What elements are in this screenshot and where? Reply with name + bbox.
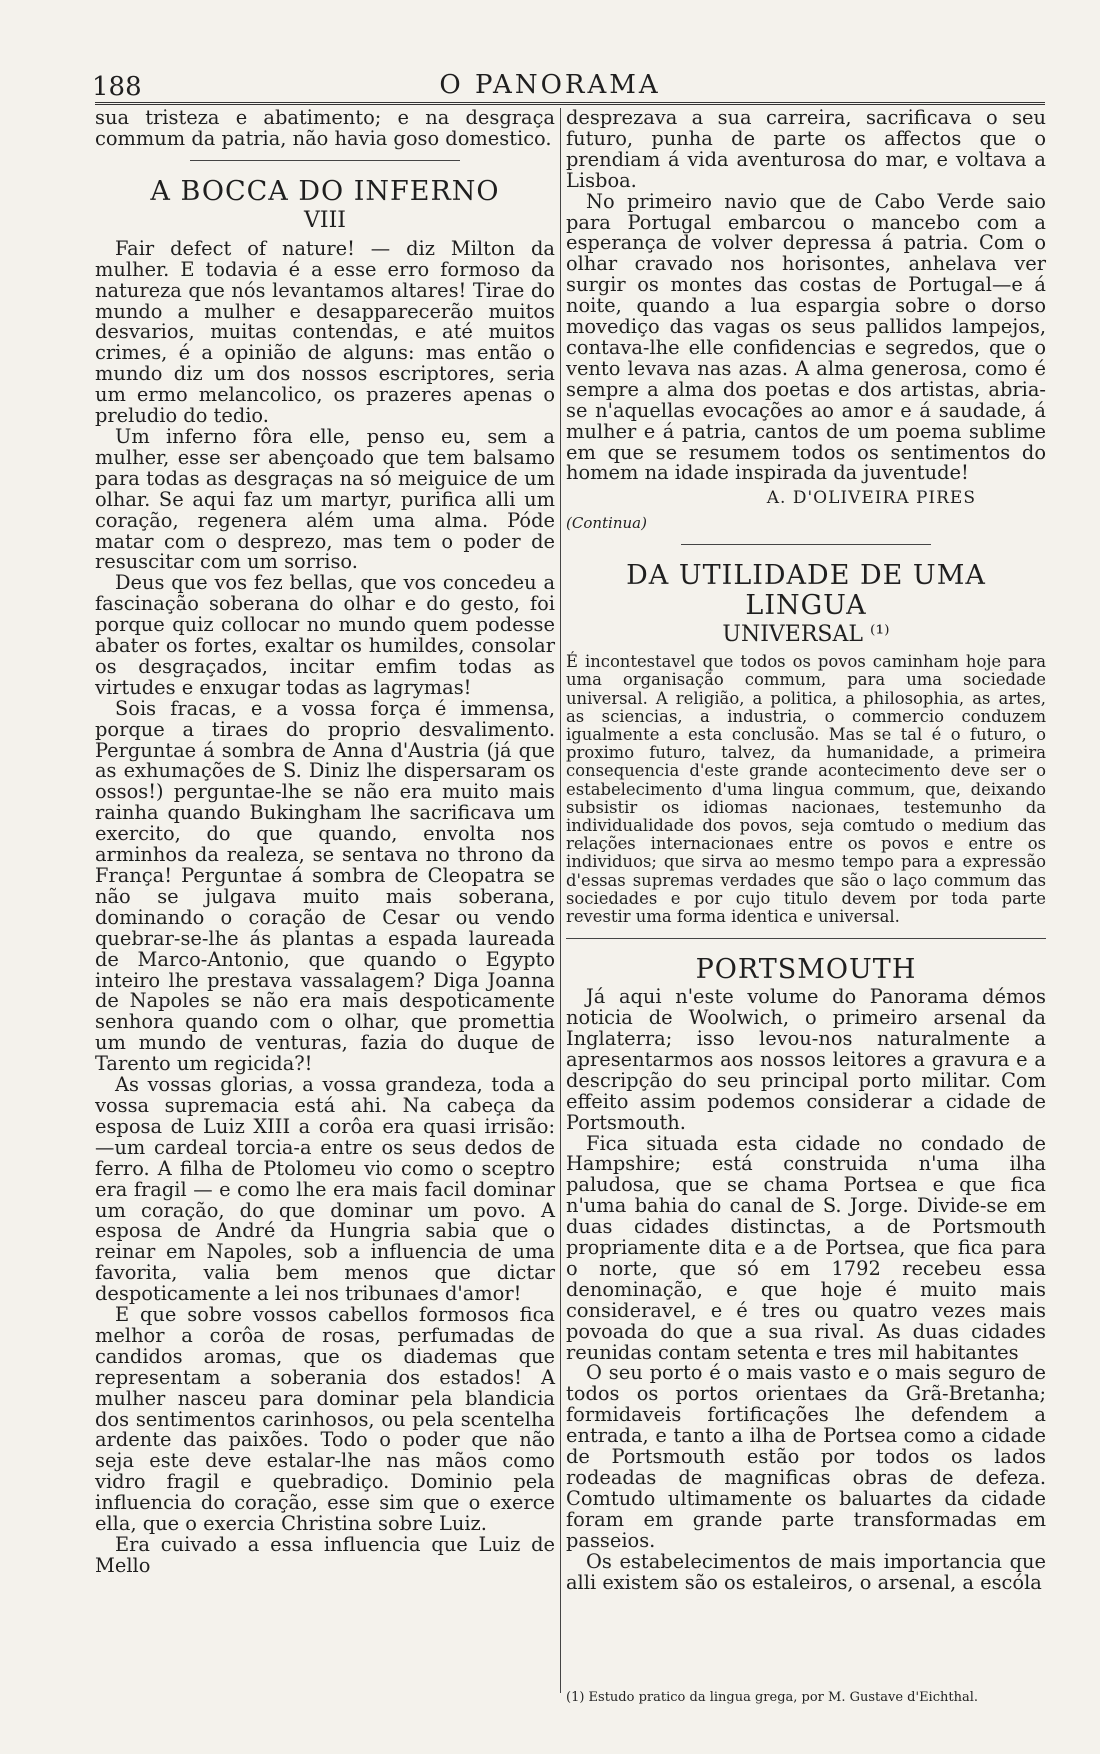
paragraph: E que sobre vossos cabellos formosos fica melhor a corôa de rosas, perfumadas de candidos aromas, que os diademas que representam a soberania dos estados! A mulher nasceu para dominar pela blandicia dos sentimentos carinhosos, ou pela scentelha ardente das paixões. Todo o poder que não seja este deve estalar-lhe nas mãos como vidro fragil e quebradiço. Dominio pela influencia do coração, esse sim que o exerce ella, que o exercia Christina sobre Luiz. xyxy=(95,1303,555,1536)
section-rule xyxy=(190,160,460,161)
section-title: A BOCCA DO INFERNO xyxy=(150,175,500,207)
footnote: (1) Estudo pratico da lingua grega, por M. Gustave d'Eichthal. xyxy=(566,1690,979,1705)
header-rule xyxy=(95,102,1045,105)
paragraph: As vossas glorias, a vossa grandeza, toda a vossa supremacia está ahi. Na cabeça da esposa de Luiz XIII a corôa era quasi irrisão:—um cardeal torcia-a entre os seus dedos de ferro. A filha de Ptolomeu vio como o sceptro era fragil — e como lhe era mais facil dominar um coração, do que dominar um povo. A esposa de André da Hungria sabia que o reinar em Napoles, sob a influencia de uma favorita, valia bem menos que dictar despoticamente a lei nos tribunaes d'amor! xyxy=(95,1073,555,1306)
paragraph: O seu porto é o mais vasto e o mais seguro de todos os portos orientaes da Grã-Bretanha; formidaveis fortificações lhe defendem a entrada, e tanto a ilha de Portsea como a cidade de Portsmouth estão por todos os lados rodeadas de magnificas obras de defeza. Comtudo ultimamente os baluartes da cidade foram em grande parte transformadas em passeios. xyxy=(566,1361,1046,1552)
section-number: VIII xyxy=(304,207,346,233)
section-rule xyxy=(566,938,1046,939)
paragraph: desprezava a sua carreira, sacrificava o seu futuro, punha de parte os affectos que o prendiam á vida aventurosa do mar, e voltava a Lisboa. xyxy=(566,106,1046,192)
small-text-block xyxy=(566,653,1046,926)
running-head: O PANORAMA xyxy=(439,70,661,100)
paragraph: Fica situada esta cidade no condado de Hampshire; está construida n'uma ilha paludosa, que se chama Portsea e que fica n'uma bahia do canal de S. Jorge. Divide-se em duas cidades distinctas, a de Portsmouth propriamente dita e a de Portsea, que fica para o norte, que só em 1792 recebeu essa denominação, e que hoje é muito mais consideravel, e é tres ou quatro vezes mais povoada do que a sua rival. As duas cidades reunidas contam setenta e tres mil habitantes xyxy=(566,1131,1046,1364)
paragraph: Já aqui n'este volume do Panorama démos noticia de Woolwich, o primeiro arsenal da Inglaterra; isso levou-nos naturalmente a apresentarmos aos nossos leitores a gravura e a descripção do seu principal porto militar. Com effeito assim podemos considerar a cidade de Portsmouth. xyxy=(566,985,1046,1134)
right-column xyxy=(566,108,1046,1593)
paragraph: Um inferno fôra elle, penso eu, sem a mulher, esse ser abençoado que tem balsamo para todas as desgraças na só meiguice de um olhar. Se aqui faz um martyr, purifica alli um coração, regenera além uma alma. Póde matar com o desprezo, mas tem o poder de resuscitar com um sorriso. xyxy=(95,424,555,574)
paragraph: Era cuivado a essa influencia que Luiz de Mello xyxy=(95,1533,555,1577)
page-number: 188 xyxy=(92,72,142,102)
intro-paragraph: sua tristeza e abatimento; e na desgraça commum da patria, não havia goso domestico. xyxy=(95,106,555,150)
section-title: DA UTILIDADE DE UMA LINGUA xyxy=(626,560,986,622)
section-rule xyxy=(681,544,931,545)
section-title-line2: UNIVERSAL ⁽¹⁾ xyxy=(722,622,890,648)
paragraph: Deus que vos fez bellas, que vos concedeu a fascinação soberana do olhar e do gesto, foi porque quiz collocar no mundo quem podesse abater os fortes, exaltar os humildes, consolar os desgraçados, incitar emfim todas as virtudes e enxugar todas as lagrymas! xyxy=(95,571,555,699)
section-title: PORTSMOUTH xyxy=(695,954,917,986)
paragraph: É incontestavel que todos os povos caminham hoje para uma organisação commum, para uma sociedade universal. A religião, a politica, a philosophia, as artes, as sciencias, a industria, o commercio conduzem igualmente a esta conclusão. Mas se tal é o futuro, o proximo futuro, talvez, da humanidade, a primeira consequencia d'este grande acontecimento deve ser o estabelecimento d'uma lingua commum, que, deixando subsistir os idiomas nacionaes, testemunho da individualidade dos povos, seja comtudo o medium das relações internacionaes entre os povos e entre os individuos; que sirva ao mesmo tempo para a expressão d'essas supremas verdades que são o laço commum das sociedades e por cujo titulo devem por toda parte revestir uma forma identica e universal. xyxy=(566,652,1046,926)
paragraph: Sois fracas, e a vossa força é immensa, porque a tiraes do proprio desvalimento. Perguntae á sombra de Anna d'Austria (já que as exhumações de S. Diniz lhe dispersaram os ossos!) perguntae-lhe se não era muito mais rainha quando Bukingham lhe sacrificava um exercito, do que quando, envolta nos arminhos da realeza, se sentava no throno da França! Perguntae á sombra de Cleopatra se não se julgava muito mais soberana, dominando o coração de Cesar ou vendo quebrar-se-lhe ás plantas a espada laureada de Marco-Antonio, que quando o Egypto inteiro lhe prestava vassalagem? Diga Joanna de Napoles se não era mais despoticamente senhora quando com o olhar, que promettia um mundo de venturas, fazia do duque de Tarento um regicida?! xyxy=(95,696,555,1076)
left-column xyxy=(95,108,555,1577)
continua-note: (Continua) xyxy=(566,514,647,533)
paragraph: No primeiro navio que de Cabo Verde saio para Portugal embarcou o mancebo com a esperança de volver depressa á patria. Com o olhar cravado nos horisontes, anhelava ver surgir os montes das costas de Portugal—e á noite, quando a lua espargia sobre o dorso movediço das vagas os seus pallidos lampejos, contava-lhe elle confidencias e segredos, que o vento levava nas azas. A alma generosa, como é sempre a alma dos poetas e dos artistas, abria-se n'aquellas evocações ao amor e á saudade, á mulher e á patria, cantos de um poema sublime em que se resumem todos os sentimentos do homem na idade inspirada da juventude! xyxy=(566,189,1046,485)
paragraph: Os estabelecimentos de mais importancia que alli existem são os estaleiros, o arsenal, a escóla xyxy=(566,1549,1046,1594)
author-signature: A. D'OLIVEIRA PIRES xyxy=(766,488,976,509)
column-divider xyxy=(560,108,561,1693)
paragraph: Fair defect of nature! — diz Milton da mulher. E todavia é a esse erro formoso da natureza que nós levantamos altares! Tirae do mundo a mulher e desapparecerão muitos desvarios, muitas contendas, e até muitos crimes, é a opinião de alguns: mas então o mundo diz um dos nossos escriptores, seria um ermo melancolico, os prazeres apenas o preludio do tedio. xyxy=(95,236,555,428)
